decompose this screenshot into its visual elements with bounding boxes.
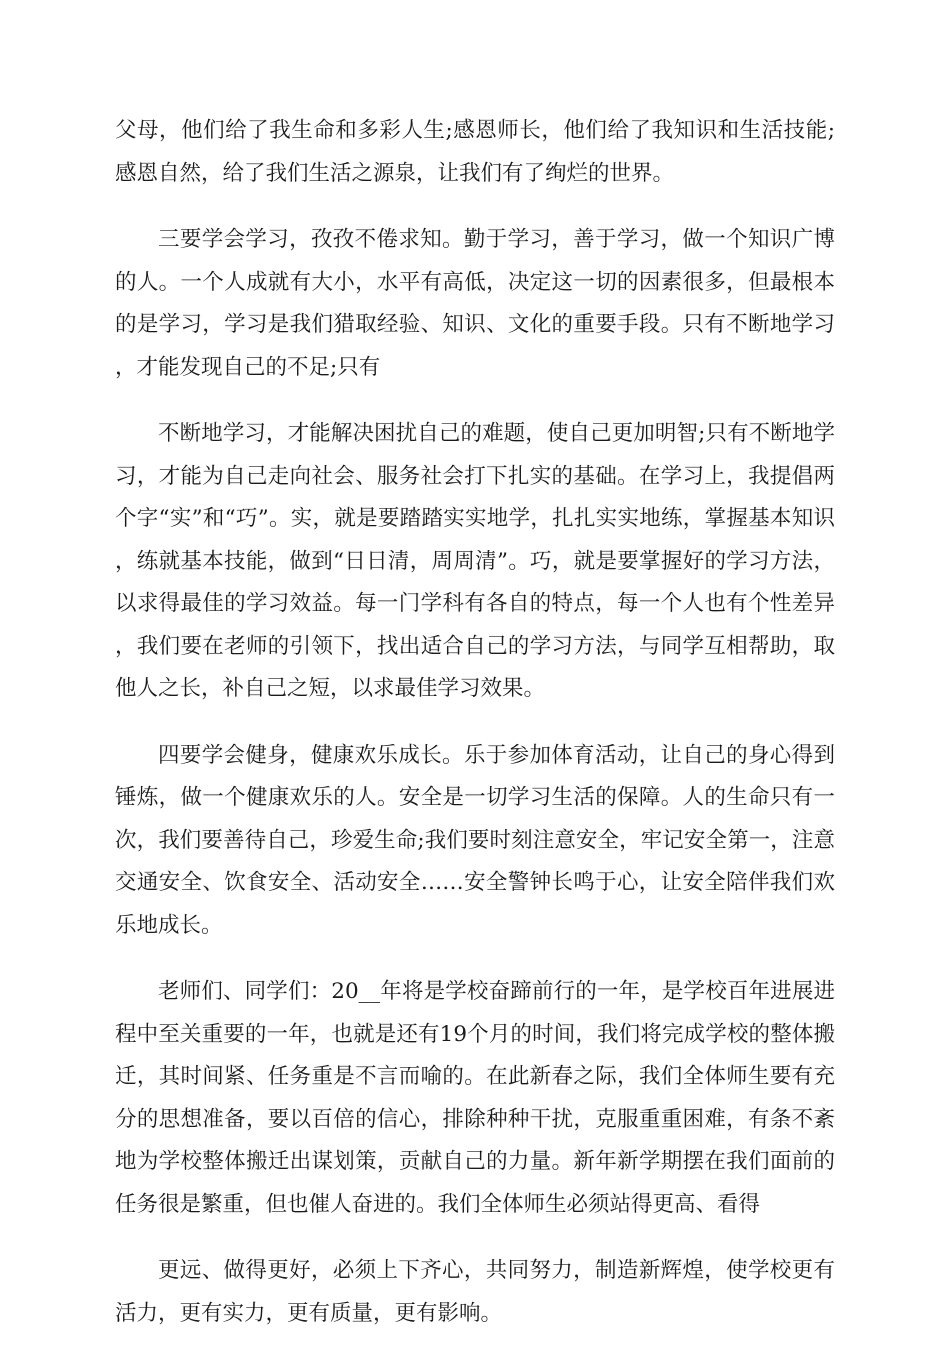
paragraph-6: 更远、做得更好，必须上下齐心，共同努力，制造新辉煌，使学校更有活力，更有实力，更有质量，更有影响。: [115, 1258, 835, 1326]
paragraph-3: 不断地学习，才能解决困扰自己的难题，使自己更加明智;只有不断地学习，才能为自己走向社会、服务社会打下扎实的基础。在学习上，我提倡两个字“实”和“巧”。实，就是要踏踏实实地学，扎扎实实地练，掌握基本知识，练就基本技能，做到“日日清，周周清”。巧，就是要掌握好的学习方法，以求得最佳的学习效益。每一门学科有各自的特点，每一个人也有个性差异，我们要在老师的引领下，找出适合自己的学习方法，与同学互相帮助，取他人之长，补自己之短，以求最佳学习效果。: [115, 421, 835, 701]
paragraph-5: 老师们、同学们：20__年将是学校奋蹄前行的一年，是学校百年进展进程中至关重要的一年，也就是还有19个月的时间，我们将完成学校的整体搬迁，其时间紧、任务重是不言而喻的。在此新春之际，我们全体师生要有充分的思想准备，要以百倍的信心，排除种种干扰，克服重重困难，有条不紊地为学校整体搬迁出谋划策，贡献自己的力量。新年新学期摆在我们面前的任务很是繁重，但也催人奋进的。我们全体师生必须站得更高、看得: [115, 979, 835, 1217]
paragraph-2: 三要学会学习，孜孜不倦求知。勤于学习，善于学习，做一个知识广博的人。一个人成就有大小，水平有高低，决定这一切的因素很多，但最根本的是学习，学习是我们猎取经验、知识、文化的重要手段。只有不断地学习，才能发现自己的不足;只有: [115, 227, 835, 380]
paragraph-1: 父母，他们给了我生命和多彩人生;感恩师长，他们给了我知识和生活技能;感恩自然，给了我们生活之源泉，让我们有了绚烂的世界。: [115, 118, 835, 186]
document-body: [115, 110, 835, 1359]
paragraph-4: 四要学会健身，健康欢乐成长。乐于参加体育活动，让自己的身心得到锤炼，做一个健康欢乐的人。安全是一切学习生活的保障。人的生命只有一次，我们要善待自己，珍爱生命;我们要时刻注意安全，牢记安全第一，注意交通安全、饮食安全、活动安全……安全警钟长鸣于心，让安全陪伴我们欢乐地成长。: [115, 742, 835, 938]
